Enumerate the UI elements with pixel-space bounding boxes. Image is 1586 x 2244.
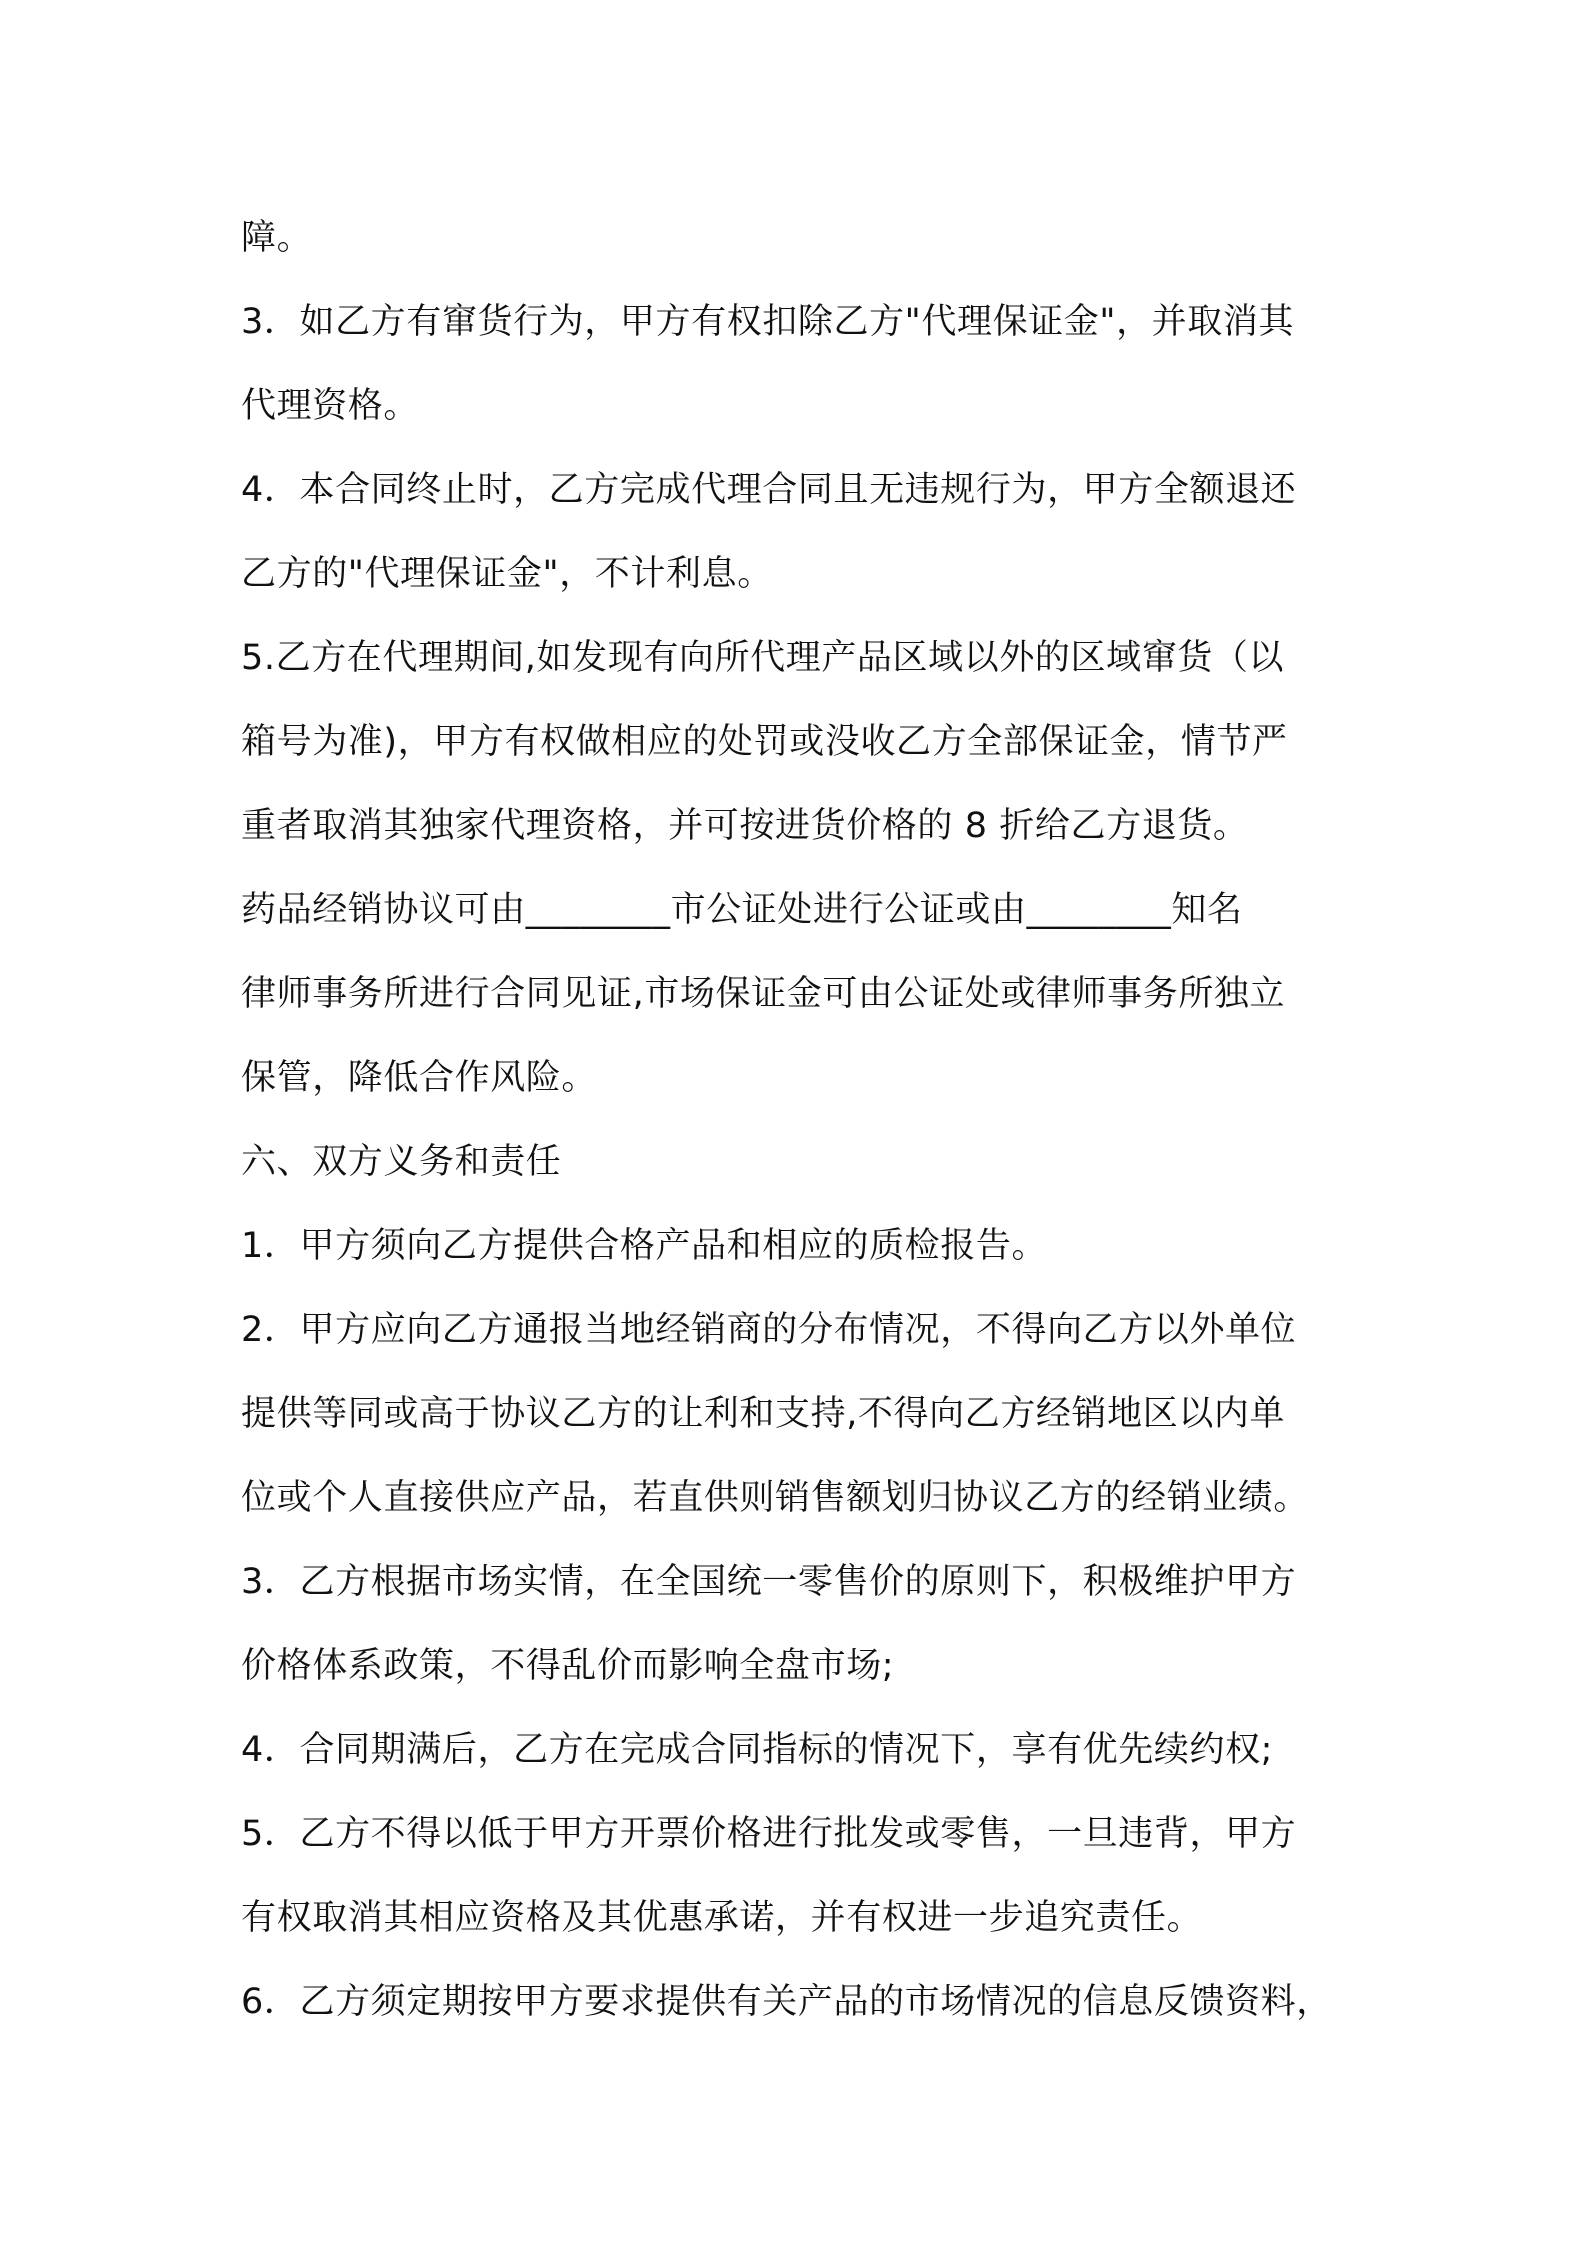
text-line: 提供等同或高于协议乙方的让利和支持,不得向乙方经销地区以内单: [241, 1394, 1286, 1434]
text-line: 重者取消其独家代理资格，并可按进货价格的 8 折给乙方退货。: [241, 806, 1249, 846]
text-line: 有权取消其相应资格及其优惠承诺，并有权进一步追究责任。: [241, 1898, 1203, 1938]
text-line: 律师事务所进行合同见证,市场保证金可由公证处或律师事务所独立: [241, 974, 1286, 1014]
text-line: 3．乙方根据市场实情，在全国统一零售价的原则下，积极维护甲方: [241, 1562, 1297, 1602]
text-line: 4．本合同终止时，乙方完成代理合同且无违规行为，甲方全额退还: [241, 470, 1297, 510]
text-line: 位或个人直接供应产品，若直供则销售额划归协议乙方的经销业绩。: [241, 1478, 1310, 1518]
text-line: 保管，降低合作风险。: [241, 1058, 598, 1098]
text-line: 药品经销协议可由________市公证处进行公证或由________知名: [241, 890, 1243, 930]
text-line: 代理资格。: [241, 386, 420, 426]
text-line: 障。: [241, 218, 313, 258]
section-heading: 六、双方义务和责任: [241, 1142, 562, 1182]
text-line: 6．乙方须定期按甲方要求提供有关产品的市场情况的信息反馈资料，: [241, 1982, 1332, 2022]
text-line: 2．甲方应向乙方通报当地经销商的分布情况，不得向乙方以外单位: [241, 1310, 1297, 1350]
text-line: 3．如乙方有窜货行为，甲方有权扣除乙方"代理保证金"，并取消其: [241, 302, 1295, 342]
document-body: [241, 196, 1366, 2044]
text-line: 5．乙方不得以低于甲方开票价格进行批发或零售，一旦违背，甲方: [241, 1814, 1297, 1854]
text-line: 箱号为准)，甲方有权做相应的处罚或没收乙方全部保证金，情节严: [241, 722, 1288, 762]
text-line: 1．甲方须向乙方提供合格产品和相应的质检报告。: [241, 1226, 1048, 1266]
text-line: 乙方的"代理保证金"，不计利息。: [241, 554, 773, 594]
text-line: 价格体系政策，不得乱价而影响全盘市场;: [241, 1646, 895, 1686]
text-line: 5.乙方在代理期间,如发现有向所代理产品区域以外的区域窜货（以: [241, 638, 1285, 678]
text-line: 4．合同期满后，乙方在完成合同指标的情况下，享有优先续约权;: [241, 1730, 1274, 1770]
